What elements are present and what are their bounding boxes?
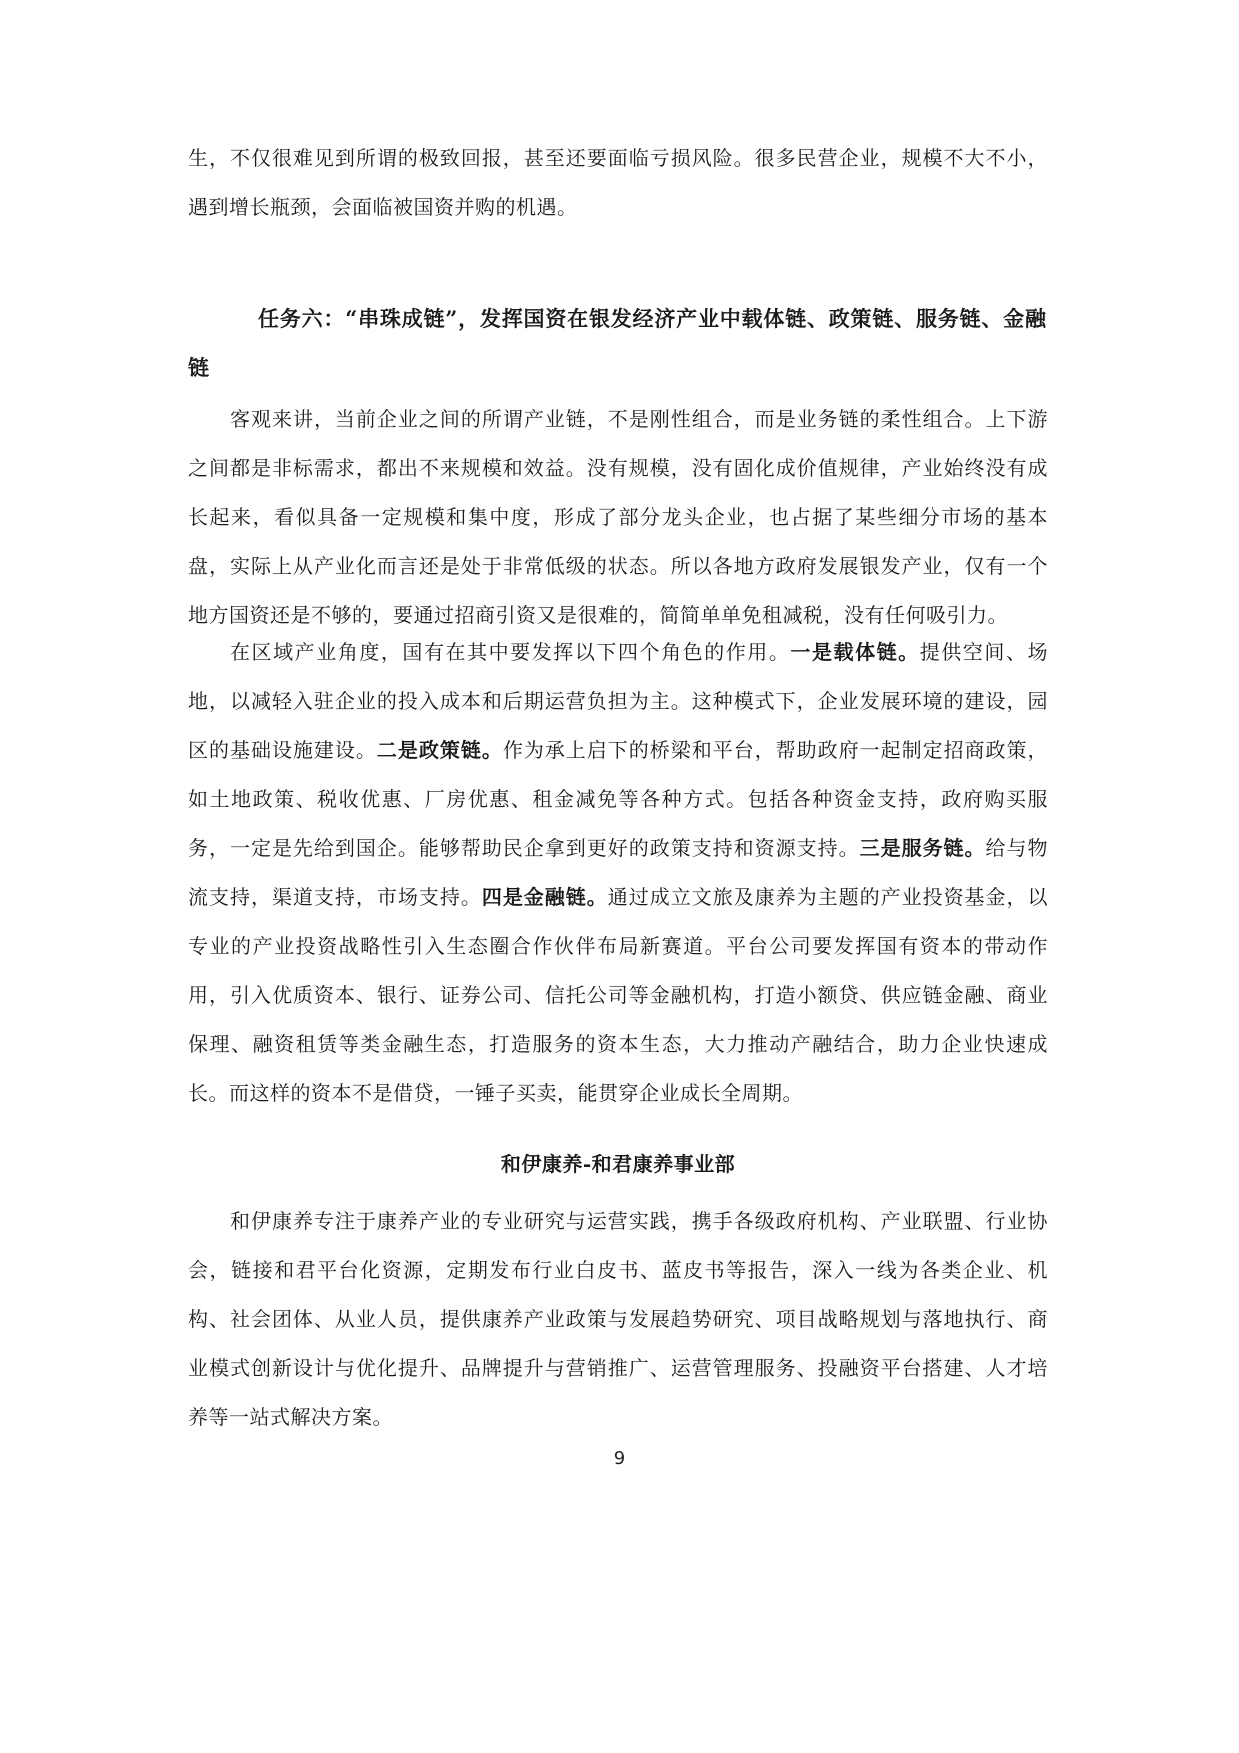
paragraph-2-text-5: 通过成立文旅及康养为主题的产业投资基金，以专业的产业投资战略性引入生态圈合作伙伴布局新赛道。平台公司要发挥国有资本的带动作用，引入优质资本、银行、证券公司、信托公司等金融机构，打造小额贷、供应链金融、商业保理、融资租赁等类金融生态，打造服务的资本生态，大力推动产融结合，助力企业快速成长。而这样的资本不是借贷，一锤子买卖，能贯穿企业成长全周期。 [188, 885, 1049, 1105]
bold-service-chain: 三是服务链。 [859, 836, 986, 860]
body-paragraph-2 [188, 628, 1048, 1118]
bold-finance-chain: 四是金融链。 [481, 885, 608, 909]
page-number: 9 [613, 1448, 626, 1469]
bold-carrier-chain: 一是载体链。 [790, 640, 920, 664]
paragraph-1-block [188, 395, 1048, 640]
paragraph-2-text-2: 提供空间、场地，以减轻入驻企业的投入成本和后期运营负担为主。这种模式下，企业发展环境的建设，园区的基础设施建设。 [188, 640, 1049, 762]
paragraph-2-block [188, 628, 1048, 1118]
paragraph-2-text-1: 在区域产业角度，国有在其中要发挥以下四个角色的作用。 [230, 640, 791, 664]
body-paragraph-1: 客观来讲，当前企业之间的所谓产业链，不是刚性组合，而是业务链的柔性组合。上下游之间都是非标需求，都出不来规模和效益。没有规模，没有固化成价值规律，产业始终没有成长起来，看似具备一定规模和集中度，形成了部分龙头企业，也占据了某些细分市场的基本盘，实际上从产业化而言还是处于非常低级的状态。所以各地方政府发展银发产业，仅有一个地方国资还是不够的，要通过招商引资又是很难的，简简单单免租减税，没有任何吸引力。 [188, 407, 1048, 627]
org-paragraph-block [188, 1197, 1048, 1442]
org-paragraph: 和伊康养专注于康养产业的专业研究与运营实践，携手各级政府机构、产业联盟、行业协会，链接和君平台化资源，定期发布行业白皮书、蓝皮书等报告，深入一线为各类企业、机构、社会团体、从业人员，提供康养产业政策与发展趋势研究、项目战略规划与落地执行、商业模式创新设计与优化提升、品牌提升与营销推广、运营管理服务、投融资平台搭建、人才培养等一站式解决方案。 [188, 1209, 1048, 1429]
bold-policy-chain: 二是政策链。 [376, 738, 503, 762]
paragraph-2-text-4: 给与物流支持，渠道支持，市场支持。 [188, 836, 1049, 909]
section-heading: 任务六：“串珠成链”，发挥国资在银发经济产业中载体链、政策链、服务链、金融链 [188, 306, 1047, 380]
section-heading-block [188, 294, 1048, 392]
intro-paragraph: 生，不仅很难见到所谓的极致回报，甚至还要面临亏损风险。很多民营企业，规模不大不小，遇到增长瓶颈，会面临被国资并购的机遇。 [188, 146, 1048, 219]
org-title: 和伊康养-和君康养事业部 [500, 1152, 736, 1176]
paragraph-2-text-3: 作为承上启下的桥梁和平台，帮助政府一起制定招商政策，如土地政策、税收优惠、厂房优惠、租金减免等各种方式。包括各种资金支持，政府购买服务，一定是先给到国企。能够帮助民企拿到更好的政策支持和资源支持。 [188, 738, 1049, 860]
intro-paragraph-block [188, 134, 1048, 232]
